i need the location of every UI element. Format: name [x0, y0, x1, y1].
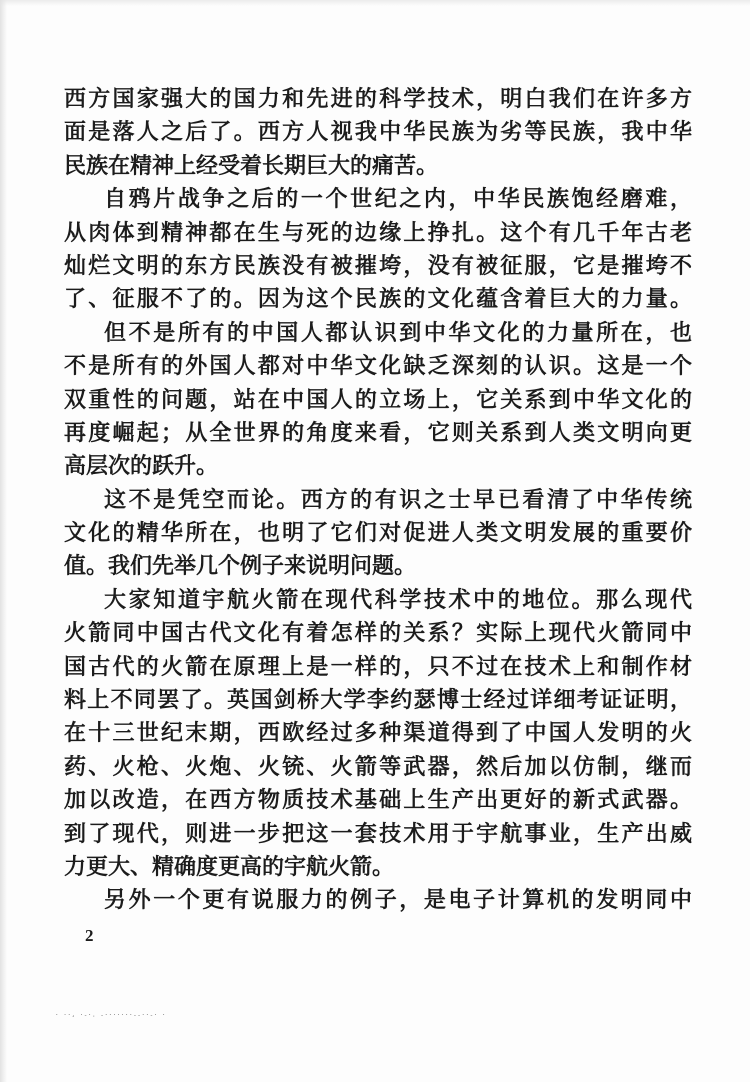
text-line: 了、征服不了的。因为这个民族的文化蕴含着巨大的力量。 — [64, 286, 692, 312]
text-line: 再度崛起；从全世界的角度来看，它则关系到人类文明向更 — [64, 419, 692, 445]
text-line: 料上不同罢了。英国剑桥大学李约瑟博士经过详细考证证明， — [64, 687, 692, 713]
scan-edge-shadow-left — [0, 0, 7, 1082]
text-line: 自鸦片战争之后的一个世纪之内，中华民族饱经磨难， — [104, 186, 692, 212]
text-line: 大家知道宇航火箭在现代科学技术中的地位。那么现代 — [104, 586, 692, 612]
page-number: 2 — [85, 926, 94, 945]
text-line: 这不是凭空而论。西方的有识之士早已看清了中华传统 — [104, 486, 692, 512]
scan-edge-shadow-top — [0, 0, 750, 6]
text-line: 但不是所有的中国人都认识到中华文化的力量所在，也 — [104, 319, 692, 345]
text-line: 西方国家强大的国力和先进的科学技术，明白我们在许多方 — [64, 86, 692, 111]
text-line: 面是落人之后了。西方人视我中华民族为劣等民族，我中华 — [64, 119, 692, 145]
text-line: 文化的精华所在，也明了它们对促进人类文明发展的重要价 — [64, 520, 692, 546]
text-line: 从肉体到精神都在生与死的边缘上挣扎。这个有几千年古老 — [64, 219, 692, 245]
page-text — [64, 82, 692, 917]
text-line: 国古代的火箭在原理上是一样的，只不过在技术上和制作材 — [64, 653, 692, 679]
text-line: 在十三世纪末期，西欧经过多种渠道得到了中国人发明的火 — [64, 720, 692, 746]
text-line: 加以改造，在西方物质技术基础上生产出更好的新式武器。 — [64, 787, 692, 813]
text-line: 力更大、精确度更高的宇航火箭。 — [64, 853, 395, 879]
text-line: 民族在精神上经受着长期巨大的痛苦。 — [64, 152, 439, 178]
text-line: 灿烂文明的东方民族没有被摧垮，没有被征服，它是摧垮不 — [64, 252, 692, 278]
footer-faint-marks: · ··, ·-·. -·······--··-· · — [55, 1012, 167, 1019]
text-line: 值。我们先举几个例子来说明问题。 — [64, 553, 417, 579]
text-line: 不是所有的外国人都对中华文化缺乏深刻的认识。这是一个 — [64, 353, 692, 379]
text-line: 到了现代，则进一步把这一套技术用于宇航事业，生产出威 — [64, 820, 692, 846]
text-line: 另外一个更有说服力的例子，是电子计算机的发明同中 — [104, 887, 692, 913]
text-line: 高层次的跃升。 — [64, 453, 219, 479]
text-line: 药、火枪、火炮、火铳、火箭等武器，然后加以仿制，继而 — [64, 753, 692, 779]
text-line: 双重性的问题，站在中国人的立场上，它关系到中华文化的 — [64, 386, 692, 412]
text-line: 火箭同中国古代文化有着怎样的关系？实际上现代火箭同中 — [64, 620, 692, 646]
